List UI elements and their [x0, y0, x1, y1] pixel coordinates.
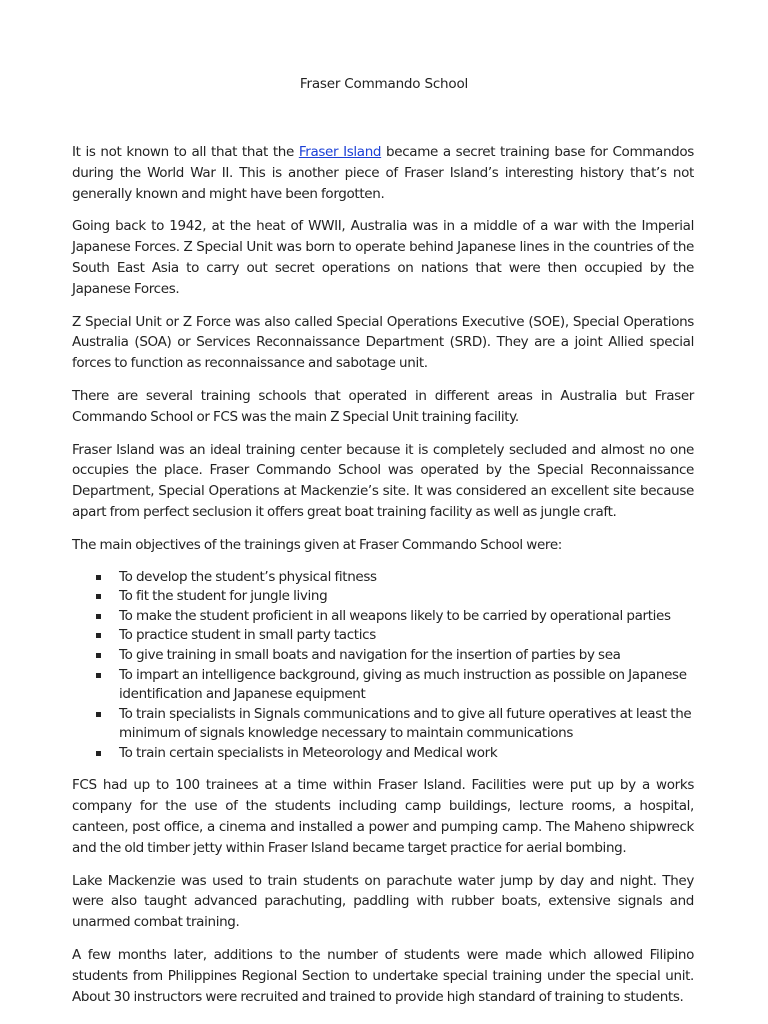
- square-bullet-icon: [96, 751, 101, 756]
- list-item-text: To give training in small boats and navigation for the insertion of parties by sea: [119, 646, 621, 663]
- list-item: [72, 666, 694, 705]
- paragraph-wwii: Going back to 1942, at the heat of WWII, Australia was in a middle of a war with the Imperial Japanese Forces. Z Special Unit was born to operate behind Japanese lines in the countries of the South East Asia to carry out secret operations on nations that were then occupied by the Japanese Forces.: [72, 218, 694, 297]
- square-bullet-icon: [96, 712, 101, 717]
- paragraph-z-force: Z Special Unit or Z Force was also called Special Operations Executive (SOE), Special Operations Australia (SOA) or Services Reconnaissance Department (SRD). They are a joint Allied special forces to function as reconnaissance and sabotage unit.: [72, 313, 694, 372]
- list-item: [72, 646, 694, 666]
- list-item-text: To train certain specialists in Meteorology and Medical work: [119, 744, 498, 761]
- intro-text-before: It is not known to all that that the: [72, 144, 299, 160]
- objectives-intro: The main objectives of the trainings given at Fraser Commando School were:: [72, 536, 562, 553]
- list-item-text: To practice student in small party tactics: [119, 627, 376, 644]
- paragraph-intro: [72, 142, 694, 204]
- list-item-text: To make the student proficient in all weapons likely to be carried by operational parties: [119, 607, 671, 624]
- square-bullet-icon: [96, 673, 101, 678]
- list-item: [72, 744, 694, 764]
- paragraph-filipino-students: A few months later, additions to the number of students were made which allowed Filipino students from Philippines Regional Section to undertake special training under the special unit. About 30 instructors were recruited and trained to provide high standard of training to students.: [72, 947, 694, 1005]
- square-bullet-icon: [96, 575, 101, 580]
- list-item-text: To develop the student’s physical fitness: [119, 568, 377, 585]
- paragraph-facilities: FCS had up to 100 trainees at a time within Fraser Island. Facilities were put up by a works company for the use of the students including camp buildings, lecture rooms, a hospital, canteen, post office, a cinema and installed a power and pumping camp. The Maheno shipwreck and the old timber jetty within Fraser Island became target practice for aerial bombing.: [72, 777, 694, 856]
- paragraph-ideal-center: Fraser Island was an ideal training center because it is completely secluded and almost no one occupies the place. Fraser Commando School was operated by the Special Reconnaissance Department, Special Operations at Mackenzie’s site. It was considered an excellent site because apart from perfect seclusion it offers great boat training facility as well as jungle craft.: [72, 441, 694, 520]
- list-item-text: To impart an intelligence background, giving as much instruction as possible on Japanese identification and Japanese equipment: [119, 666, 687, 703]
- paragraph-training-schools: There are several training schools that operated in different areas in Australia but Fraser Commando School or FCS was the main Z Special Unit training facility.: [72, 387, 694, 425]
- list-item-text: To train specialists in Signals communications and to give all future operatives at least the minimum of signals knowledge necessary to maintain communications: [119, 705, 692, 742]
- square-bullet-icon: [96, 614, 101, 619]
- objectives-list: [72, 568, 694, 764]
- square-bullet-icon: [96, 594, 101, 599]
- paragraph-lake-mackenzie: Lake Mackenzie was used to train students on parachute water jump by day and night. They were also taught advanced parachuting, paddling with rubber boats, extensive signals and unarmed combat training.: [72, 872, 694, 931]
- list-item: [72, 607, 694, 627]
- list-item: [72, 568, 694, 588]
- list-item: [72, 705, 694, 744]
- list-item-text: To fit the student for jungle living: [119, 588, 328, 605]
- fraser-island-link[interactable]: Fraser Island: [298, 144, 382, 160]
- square-bullet-icon: [96, 633, 101, 638]
- page-title: Fraser Commando School: [299, 76, 469, 92]
- list-item: [72, 626, 694, 646]
- square-bullet-icon: [96, 653, 101, 658]
- document-body: [72, 142, 694, 1019]
- intro-text-after: became a secret training base for Commandos during the World War II. This is another piece of Fraser Island’s interesting history that’s not generally known and might have been forgotten.: [72, 144, 694, 202]
- list-item: [72, 587, 694, 607]
